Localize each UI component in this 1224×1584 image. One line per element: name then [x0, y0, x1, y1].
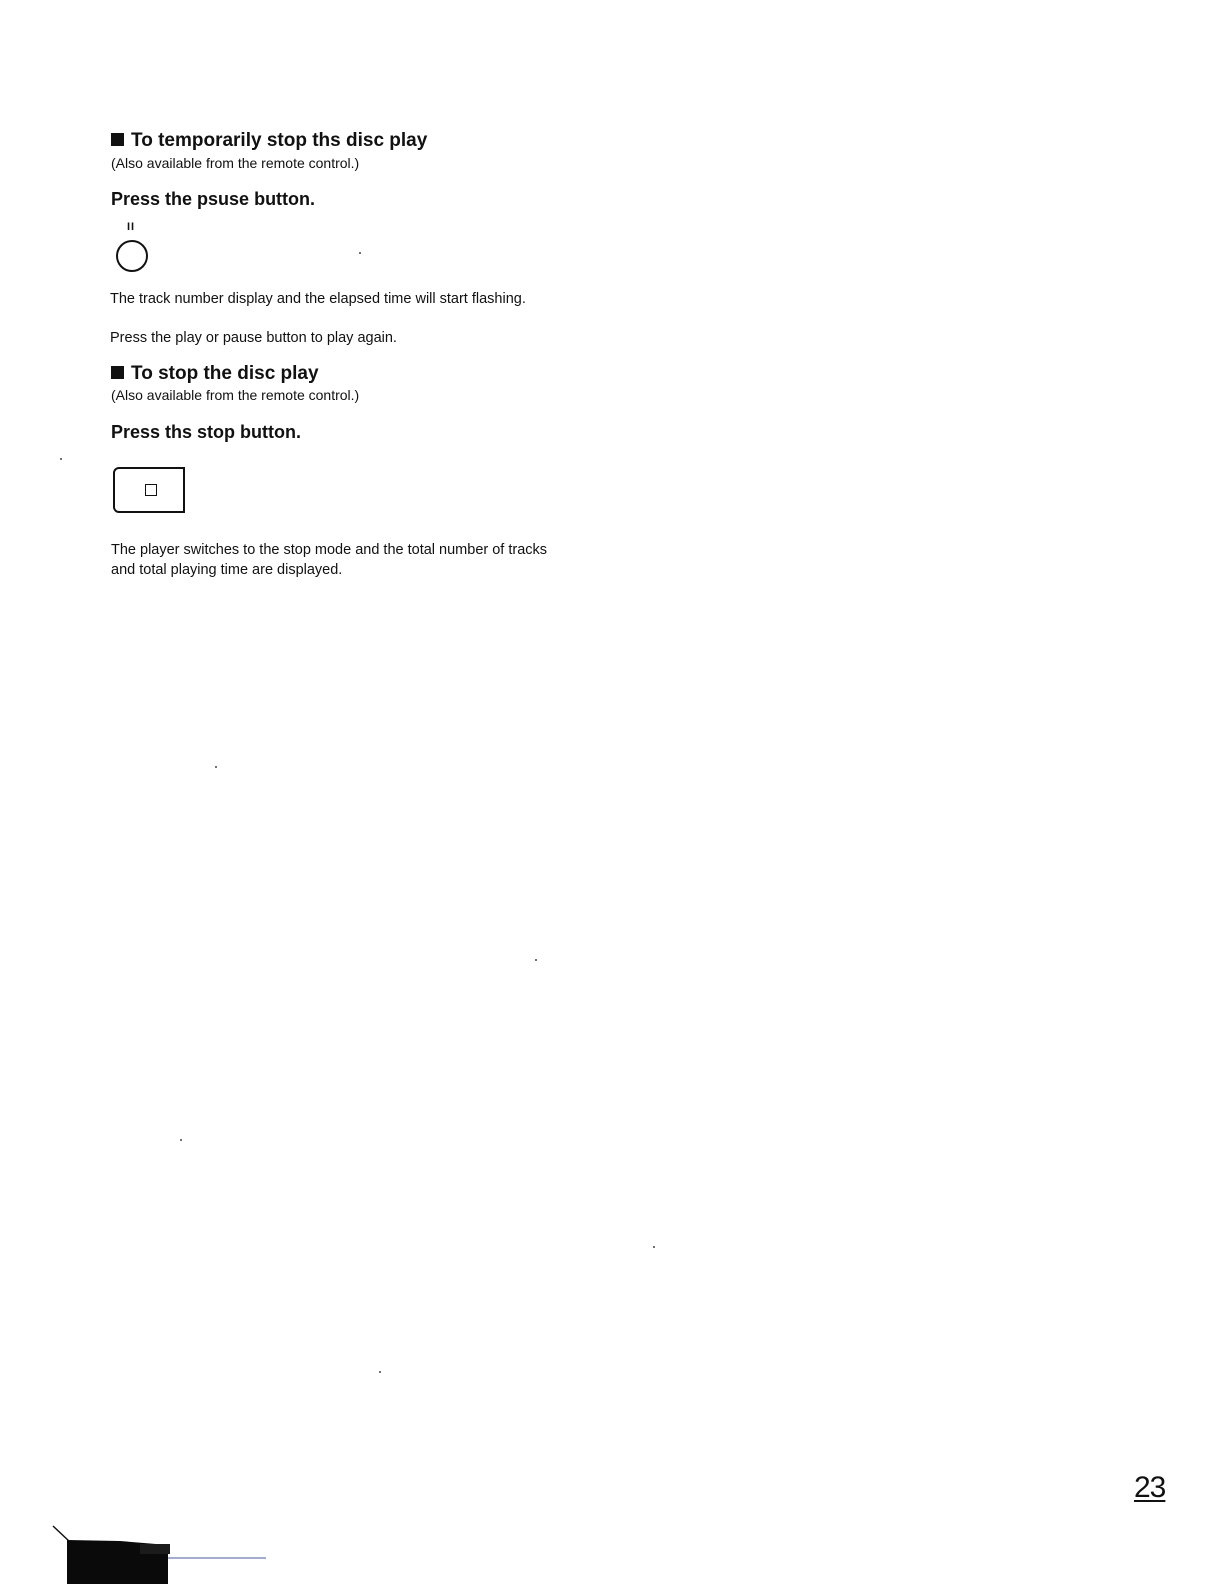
instruction-stop: Press ths stop button. — [111, 422, 302, 442]
section-heading-pause-text: To temporarily stop ths disc play — [131, 130, 428, 151]
pause-button-icon — [116, 222, 152, 274]
remote-note-stop: (Also available from the remote control.) — [111, 387, 360, 403]
stop-button-icon — [113, 467, 185, 513]
paragraph-flashing: The track number display and the elapsed time will start flashing. — [110, 291, 526, 307]
instruction-pause: Press the psuse button. — [111, 189, 316, 209]
scan-speck — [359, 252, 361, 254]
paragraph-stop-mode-line2: and total playing time are displayed. — [111, 562, 343, 578]
section-heading-stop — [111, 363, 319, 385]
scan-edge-artifact — [50, 1524, 280, 1584]
section-heading-stop-text: To stop the disc play — [131, 363, 319, 384]
paragraph-stop-mode-line1: The player switches to the stop mode and the total number of tracks — [111, 542, 548, 558]
scan-speck — [215, 766, 217, 768]
pause-button-circle — [116, 240, 148, 272]
remote-note-pause: (Also available from the remote control.) — [111, 155, 360, 171]
page-number: 23 — [1134, 1471, 1166, 1504]
square-bullet-icon — [111, 366, 124, 379]
scan-speck — [535, 959, 537, 961]
scan-speck — [379, 1371, 381, 1373]
paragraph-play-again: Press the play or pause button to play again. — [110, 330, 397, 346]
scan-speck — [180, 1139, 182, 1141]
section-heading-pause — [111, 130, 427, 152]
scan-speck — [653, 1246, 655, 1248]
scan-speck — [60, 458, 62, 460]
stop-symbol-icon — [145, 484, 157, 496]
square-bullet-icon — [111, 133, 124, 146]
pause-symbol: II — [127, 221, 136, 233]
